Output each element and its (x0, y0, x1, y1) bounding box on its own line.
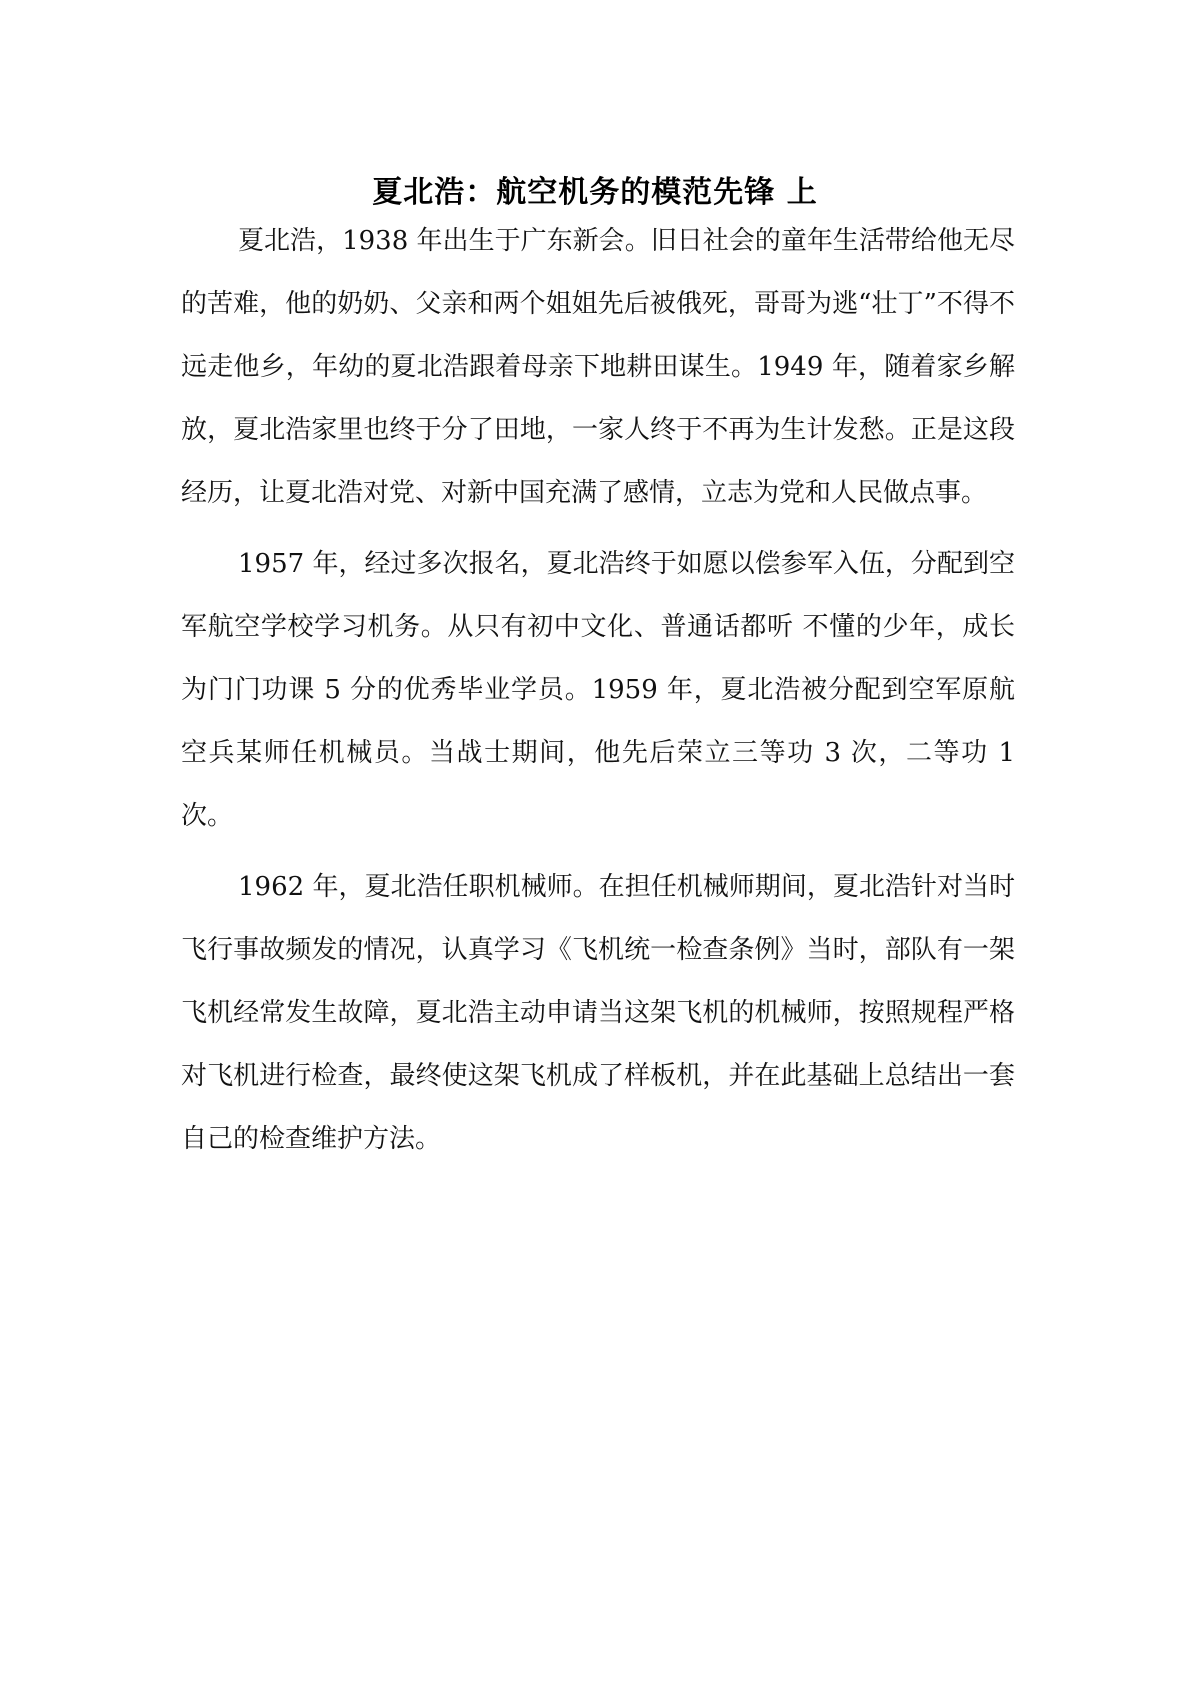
paragraph-mechanic-career: 1962 年，夏北浩任职机械师。在担任机械师期间，夏北浩针对当时飞行事故频发的情况，认真学习《飞机统一检查条例》当时，部队有一架飞机经常发生故障，夏北浩主动申请当这架飞机的机械师，按照规程严格对飞机进行检查，最终使这架飞机成了样板机，并在此基础上总结出一套自己的检查维护方法。 (181, 872, 1015, 1154)
document-title: 夏北浩：航空机务的模范先锋 上 (372, 175, 818, 211)
paragraph-enlistment: 1957 年，经过多次报名，夏北浩终于如愿以偿参军入伍，分配到空军航空学校学习机务。从只有初中文化、普通话都听 不懂的少年，成长为门门功课 5 分的优秀毕业学员。1959 年，夏北浩被分配到空军原航空兵某师任机械员。当战士期间，他先后荣立三等功 3 次，二等功 1 次。 (181, 549, 1015, 831)
document-body (181, 210, 1015, 1179)
paragraph-early-life: 夏北浩，1938 年出生于广东新会。旧日社会的童年生活带给他无尽的苦难，他的奶奶、父亲和两个姐姐先后被俄死，哥哥为逃“壮丁”不得不远走他乡，年幼的夏北浩跟着母亲下地耕田谋生。1949 年，随着家乡解放，夏北浩家里也终于分了田地，一家人终于不再为生计发愁。正是这段经历，让夏北浩对党、对新中国充满了感情，立志为党和人民做点事。 (181, 226, 1015, 508)
